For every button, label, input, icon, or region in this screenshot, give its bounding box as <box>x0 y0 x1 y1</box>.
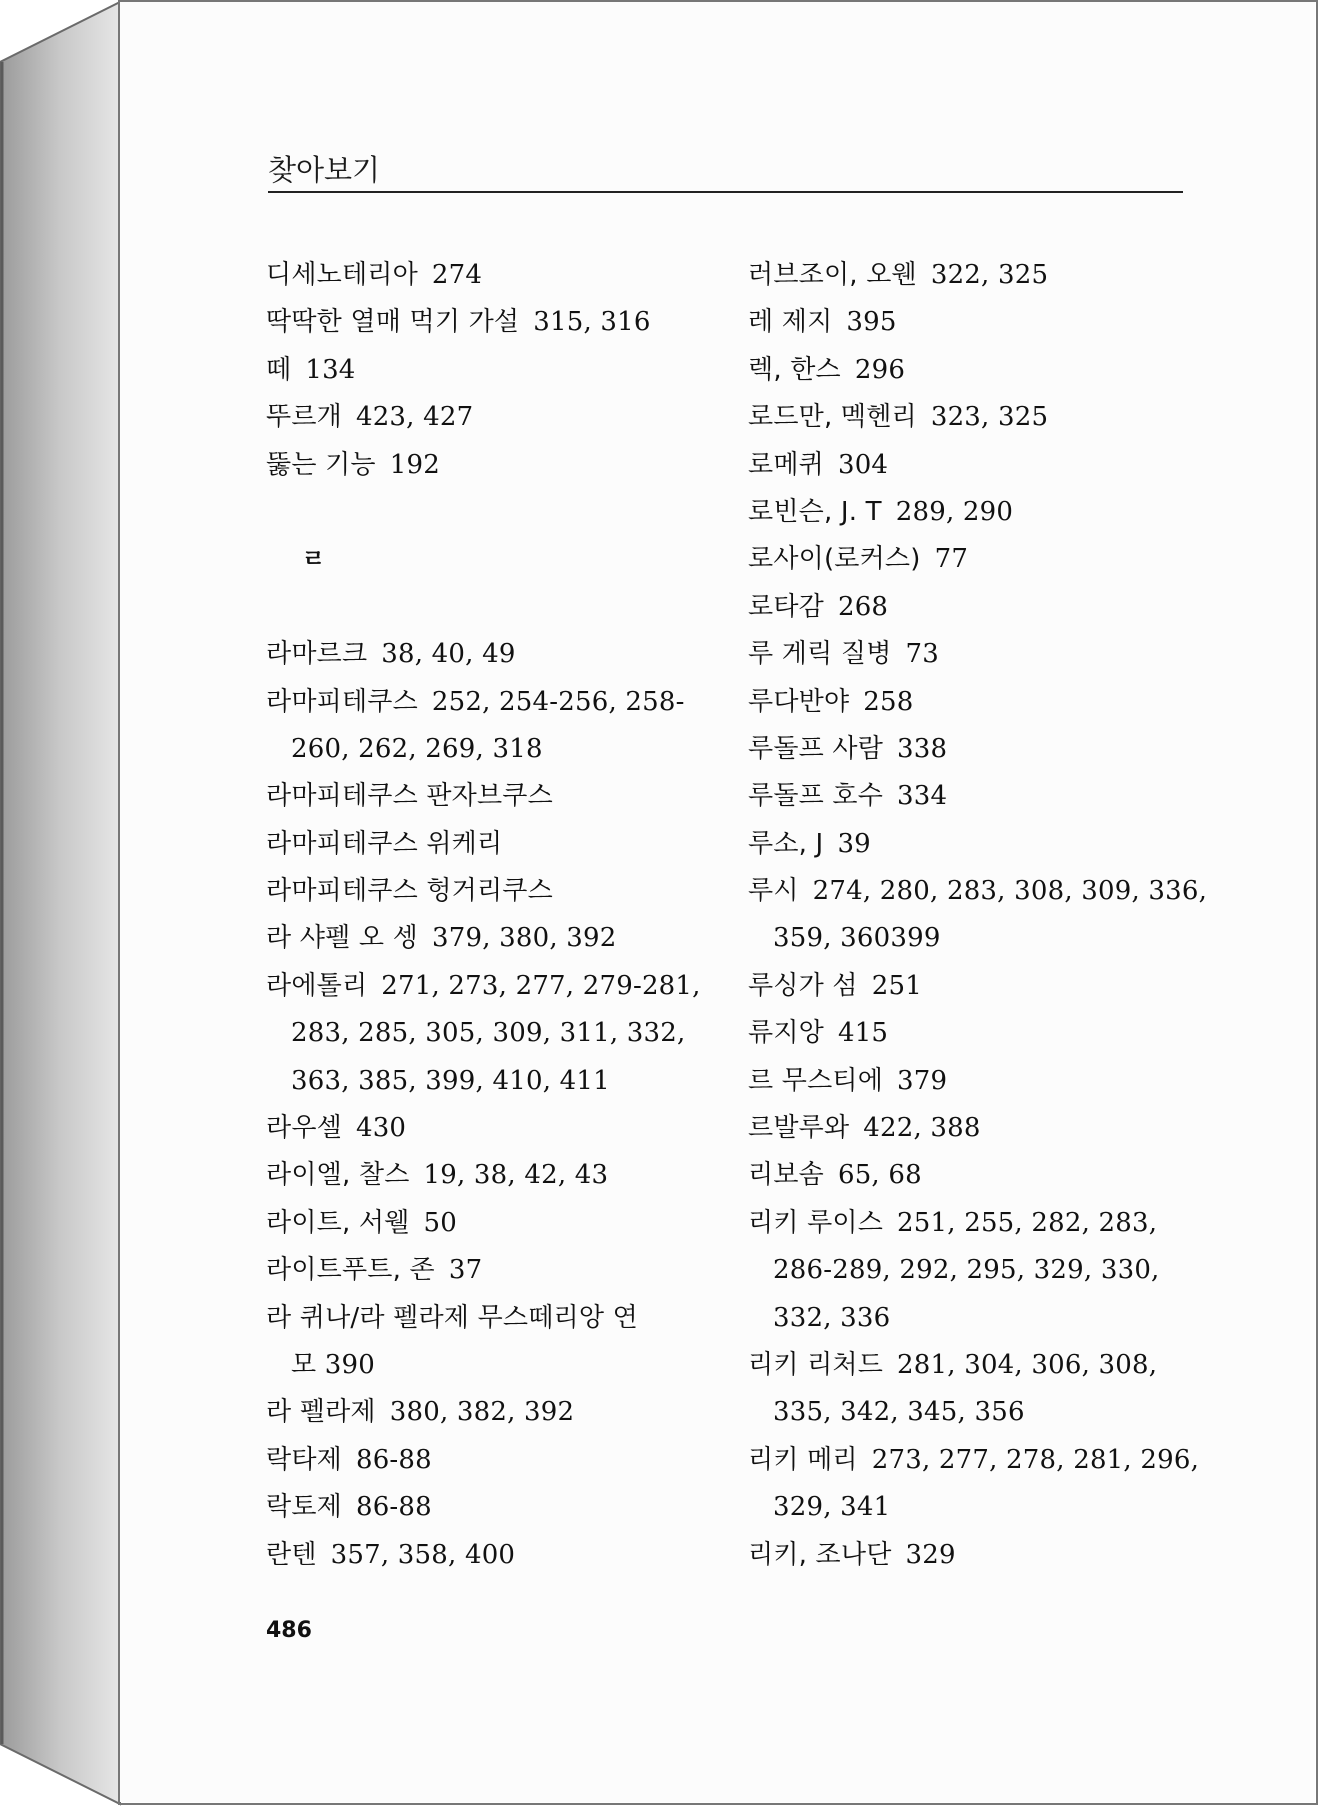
index-term: 락타제 <box>266 1444 342 1475</box>
index-entry <box>266 252 716 299</box>
index-entry <box>748 394 1188 441</box>
index-term: 떼 <box>266 354 292 385</box>
index-page-refs: 73 <box>905 639 939 670</box>
index-entry-continuation: 332, 336 <box>773 1302 891 1333</box>
index-entry <box>748 1342 1188 1389</box>
index-page-refs: 86-88 <box>355 1444 432 1475</box>
index-entry-continuation: 모 390 <box>291 1349 376 1380</box>
index-page-refs: 65, 68 <box>837 1160 922 1191</box>
index-page-refs: 415 <box>837 1018 889 1049</box>
index-entry <box>748 868 1208 915</box>
index-entry <box>266 1389 716 1436</box>
index-term: 리키, 조나단 <box>748 1539 892 1570</box>
index-entry <box>748 679 1188 726</box>
index-entry <box>748 726 1188 773</box>
index-page-refs: 323, 325 <box>930 402 1049 433</box>
page-number: 486 <box>266 1618 312 1643</box>
index-entry-continuation: 286-289, 292, 295, 329, 330, <box>773 1255 1160 1286</box>
index-entry <box>266 1200 716 1247</box>
index-term: 라이트, 서웰 <box>266 1207 410 1238</box>
index-page-refs: 86-88 <box>355 1492 432 1523</box>
index-entry <box>748 489 1188 536</box>
index-page-refs: 395 <box>846 307 897 338</box>
index-term: 리키 리처드 <box>748 1349 884 1380</box>
index-page-refs: 315, 316 <box>533 307 651 338</box>
index-term: 디세노테리아 <box>266 260 418 290</box>
index-page-refs: 38, 40, 49 <box>381 639 516 670</box>
index-entry <box>748 1010 1188 1057</box>
index-entry <box>266 631 716 678</box>
index-term: 르발루와 <box>748 1113 850 1144</box>
index-entry <box>748 442 1188 489</box>
index-page-refs: 329 <box>905 1539 956 1570</box>
index-page-refs: 39 <box>837 828 871 859</box>
index-page-refs: 422, 388 <box>863 1113 981 1144</box>
index-entry <box>266 821 716 868</box>
index-term: 로드만, 멕헨리 <box>748 402 917 433</box>
index-term: 라 펠라제 <box>266 1397 376 1428</box>
index-term: 뚫는 기능 <box>266 449 376 480</box>
index-page-refs: 281, 304, 306, 308, <box>897 1349 1158 1380</box>
index-page-refs: 77 <box>934 544 969 575</box>
index-section-heading: ㄹ <box>302 545 326 574</box>
index-term: 류지앙 <box>748 1018 824 1049</box>
index-term: 렉, 한스 <box>748 354 841 385</box>
index-entry <box>748 1105 1188 1152</box>
index-page-refs: 274 <box>431 260 483 290</box>
index-column-right <box>748 252 1208 1579</box>
index-term: 뚜르개 <box>266 402 342 433</box>
index-entry <box>266 1484 716 1531</box>
page-header-title: 찾아보기 <box>268 153 381 187</box>
index-term: 루시 <box>748 876 799 907</box>
index-page-refs: 274, 280, 283, 308, 309, 336, <box>812 876 1208 907</box>
index-entry <box>748 299 1188 346</box>
index-entry <box>266 963 716 1010</box>
index-term: 락토제 <box>266 1492 342 1523</box>
index-term: 리보솜 <box>748 1160 824 1191</box>
index-page-refs: 379, 380, 392 <box>431 923 617 954</box>
index-term: 로빈슨, J. T <box>748 496 882 527</box>
index-column-left <box>266 252 716 1579</box>
index-entry <box>266 1152 716 1199</box>
index-page-refs: 380, 382, 392 <box>389 1397 575 1428</box>
index-page-refs: 379 <box>897 1065 948 1096</box>
index-term: 루돌프 호수 <box>748 781 884 812</box>
index-entry <box>748 821 1188 868</box>
index-entry <box>266 1105 716 1152</box>
index-entry <box>748 773 1188 820</box>
index-page-refs: 251 <box>871 970 922 1001</box>
index-term: 로사이(로커스) <box>748 544 921 575</box>
index-page-refs: 268 <box>837 591 889 622</box>
index-page-refs: 37 <box>448 1255 483 1286</box>
index-entry <box>748 631 1188 678</box>
index-page-refs: 430 <box>355 1113 407 1144</box>
index-entry <box>748 536 1188 583</box>
index-page-refs: 252, 254-256, 258- <box>431 686 685 717</box>
index-entry <box>266 442 716 489</box>
index-entry <box>748 1532 1188 1579</box>
index-entry-continuation: 359, 360399 <box>773 923 941 954</box>
index-entry <box>748 347 1188 394</box>
index-page-refs: 19, 38, 42, 43 <box>423 1160 609 1191</box>
index-page-refs: 322, 325 <box>930 260 1049 290</box>
index-entry-continuation: 363, 385, 399, 410, 411 <box>291 1065 610 1096</box>
index-entry <box>266 868 716 915</box>
index-page-refs: 258 <box>863 686 914 717</box>
index-term: 라이트푸트, 존 <box>266 1255 435 1286</box>
index-term: 로메퀴 <box>748 449 824 480</box>
index-page-refs: 423, 427 <box>355 402 474 433</box>
index-term: 루소, J <box>748 828 824 859</box>
index-page-refs: 251, 255, 282, 283, <box>897 1207 1158 1238</box>
index-entry-continuation: 329, 341 <box>773 1492 891 1523</box>
index-page-refs: 334 <box>897 781 948 812</box>
index-page-refs: 304 <box>837 449 889 480</box>
index-page-refs: 357, 358, 400 <box>330 1539 516 1570</box>
index-entry <box>266 1295 716 1342</box>
index-term: 라 퀴나/라 펠라제 무스떼리앙 연 <box>266 1302 638 1333</box>
index-entry-continuation: 260, 262, 269, 318 <box>291 733 543 764</box>
index-term: 러브조이, 오웬 <box>748 260 917 290</box>
index-term: 루싱가 섬 <box>748 970 858 1001</box>
index-term: 라마피테쿠스 판자브쿠스 <box>266 781 553 812</box>
index-entry <box>748 1058 1188 1105</box>
index-term: 르 무스티에 <box>748 1065 884 1096</box>
index-entry <box>748 1152 1188 1199</box>
index-term: 란텐 <box>266 1539 317 1570</box>
index-term: 라마피테쿠스 <box>266 686 418 717</box>
index-term: 루 게릭 질병 <box>748 639 892 670</box>
index-term: 라이엘, 찰스 <box>266 1160 410 1191</box>
index-entry <box>266 394 716 441</box>
index-page-refs: 296 <box>854 354 906 385</box>
index-term: 라마피테쿠스 위케리 <box>266 828 503 859</box>
index-term: 루다반야 <box>748 686 850 717</box>
index-entry <box>748 584 1188 631</box>
index-entry <box>266 679 716 726</box>
index-page-refs: 271, 273, 277, 279-281, <box>381 970 701 1001</box>
index-entry <box>266 915 716 962</box>
index-term: 라마르크 <box>266 639 368 670</box>
header-rule <box>268 191 1183 193</box>
index-term: 로타감 <box>748 591 824 622</box>
index-term: 라 샤펠 오 셍 <box>266 923 418 954</box>
index-entry <box>266 1532 716 1579</box>
index-spacer <box>266 584 716 631</box>
index-entry <box>748 1200 1188 1247</box>
index-page-refs: 273, 277, 278, 281, 296, <box>871 1444 1200 1475</box>
index-spacer <box>266 489 716 536</box>
index-entry <box>748 963 1188 1010</box>
index-term: 레 제지 <box>748 307 833 338</box>
index-entry <box>748 1437 1200 1484</box>
index-page-refs: 192 <box>389 449 440 480</box>
index-page-refs: 289, 290 <box>895 496 1014 527</box>
index-term: 리키 메리 <box>748 1444 858 1475</box>
index-term: 딱딱한 열매 먹기 가설 <box>266 307 520 338</box>
index-entry <box>748 252 1188 299</box>
index-entry <box>266 773 716 820</box>
index-entry <box>266 1247 716 1294</box>
index-term: 리키 루이스 <box>748 1207 884 1238</box>
index-term: 루돌프 사람 <box>748 733 884 764</box>
index-term: 라우셀 <box>266 1113 342 1144</box>
index-entry-continuation: 335, 342, 345, 356 <box>773 1397 1025 1428</box>
index-term: 라에톨리 <box>266 970 368 1001</box>
index-term: 라마피테쿠스 헝거리쿠스 <box>266 876 553 907</box>
index-entry <box>266 347 716 394</box>
index-page-refs: 134 <box>305 354 356 385</box>
index-page-refs: 338 <box>897 733 948 764</box>
index-entry <box>266 1437 716 1484</box>
index-entry <box>266 299 716 346</box>
index-entry-continuation: 283, 285, 305, 309, 311, 332, <box>291 1018 686 1049</box>
index-page-refs: 50 <box>423 1207 457 1238</box>
